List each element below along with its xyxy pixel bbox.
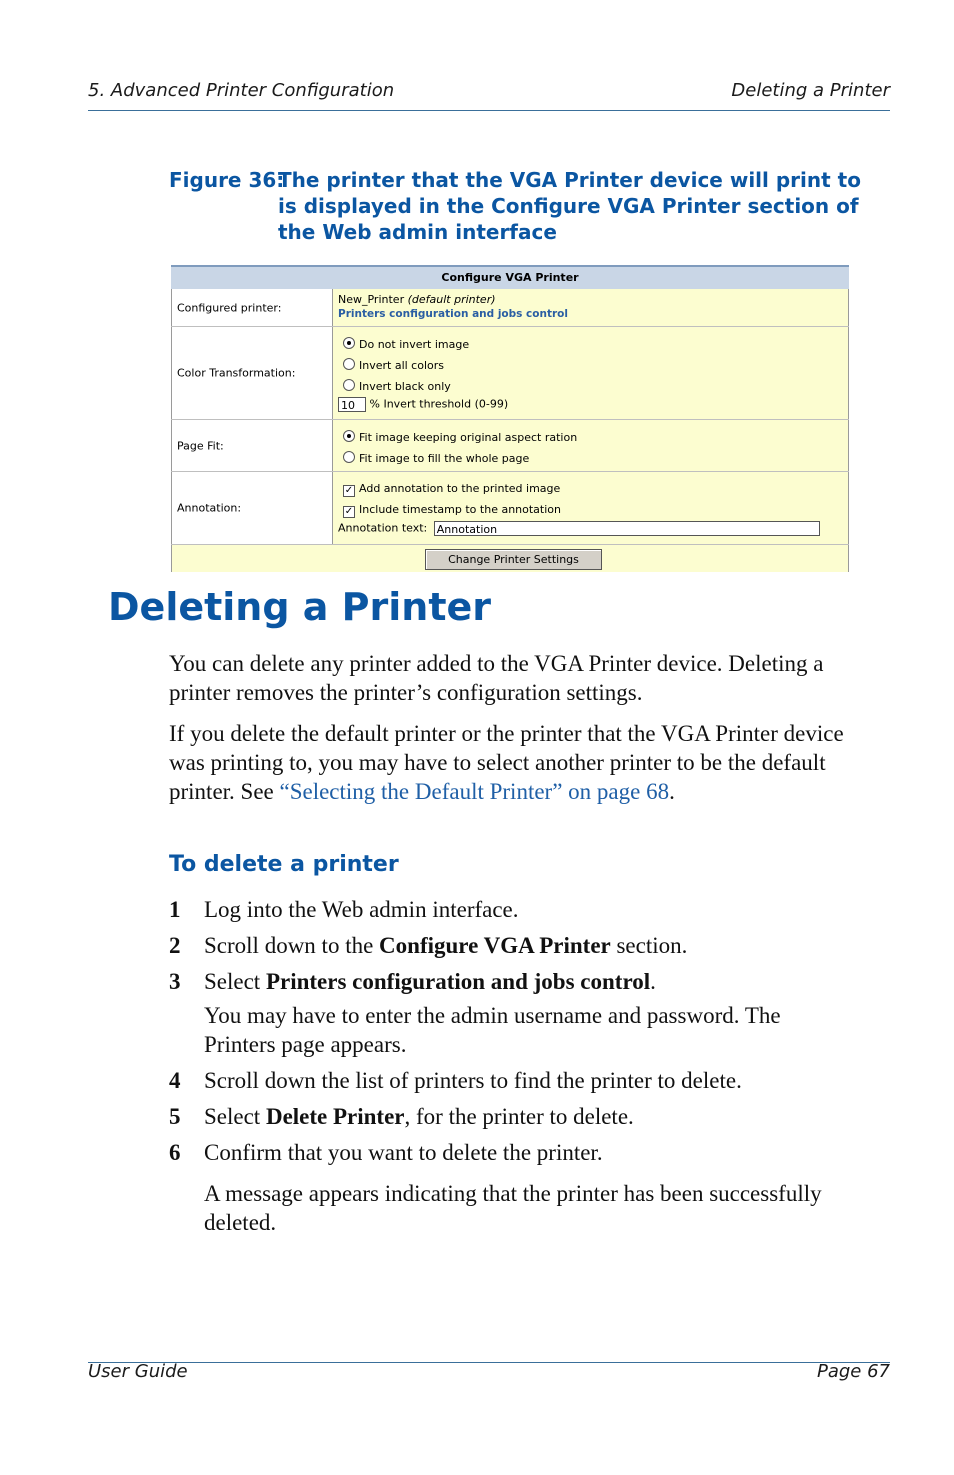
step-text: Confirm that you want to delete the printer.	[204, 1140, 603, 1165]
procedure-title: To delete a printer	[169, 852, 399, 877]
radio-invert-all[interactable]	[343, 358, 355, 370]
option-fit-aspect: Fit image keeping original aspect ration	[359, 431, 578, 444]
header-rule	[88, 110, 890, 111]
annotation-row	[171, 472, 849, 545]
step-number: 3	[169, 969, 181, 994]
step-number: 1	[169, 897, 181, 922]
color-transformation-label: Color Transformation:	[177, 366, 296, 380]
step-3-note: You may have to enter the admin username and password. The Printers page appears.	[204, 1003, 781, 1057]
running-header-chapter: 5. Advanced Printer Configuration	[88, 80, 395, 101]
figure-caption-text: The printer that the VGA Printer device will print to is displayed in the Configure VGA Printer section of the Web admin interface	[278, 168, 861, 244]
step-text: Scroll down to the Configure VGA Printer section.	[204, 933, 688, 958]
configured-printer-label: Configured printer:	[177, 301, 282, 314]
running-header-section: Deleting a Printer	[731, 80, 890, 101]
section-title: Deleting a Printer	[108, 585, 492, 629]
step-bold-term: Printers configuration and jobs control	[265, 969, 651, 994]
step-bold-term: Delete Printer	[265, 1104, 405, 1129]
color-transformation-row	[171, 327, 849, 420]
figure-label: Figure 36:	[169, 168, 285, 192]
checkbox-include-timestamp[interactable]: ✓	[344, 506, 354, 517]
configured-printer-name: New_Printer	[338, 293, 405, 306]
threshold-label: % Invert threshold (0-99)	[369, 397, 509, 411]
paragraph-default-printer	[169, 719, 859, 806]
step-text: Select Printers configuration and jobs control.	[204, 969, 656, 994]
submit-row	[171, 545, 849, 572]
paragraph-default-printer-end: .	[669, 779, 675, 804]
paragraph-intro: You can delete any printer added to the VGA Printer device. Deleting a printer removes the printer’s configuration settings.	[169, 651, 824, 705]
option-invert-black: Invert black only	[359, 380, 451, 393]
footer-page-number: Page 67	[816, 1361, 890, 1382]
step-text: Scroll down the list of printers to find the printer to delete.	[204, 1068, 742, 1093]
threshold-input[interactable]: 10	[338, 397, 366, 412]
footer-rule	[88, 1362, 890, 1363]
option-do-not-invert: Do not invert image	[359, 338, 470, 351]
radio-fit-aspect[interactable]	[343, 430, 355, 442]
configure-panel-title: Configure VGA Printer	[171, 265, 849, 289]
change-printer-settings-button[interactable]: Change Printer Settings	[425, 549, 602, 570]
radio-fit-whole-page[interactable]	[343, 451, 355, 463]
step-bold-term: Configure VGA Printer	[379, 933, 611, 958]
step-number: 6	[169, 1140, 181, 1165]
footer-doc-title: User Guide	[88, 1361, 188, 1382]
printers-config-link[interactable]: Printers configuration and jobs control	[338, 308, 568, 320]
step-number: 2	[169, 933, 181, 958]
configured-printer-row	[171, 289, 849, 327]
checkbox-include-timestamp-label: Include timestamp to the annotation	[359, 503, 561, 516]
configure-vga-printer-screenshot	[171, 265, 849, 572]
page-fit-label: Page Fit:	[177, 439, 224, 452]
step-6-note: A message appears indicating that the printer has been successfully deleted.	[204, 1181, 822, 1235]
radio-do-not-invert[interactable]	[343, 337, 355, 349]
default-printer-note: (default printer)	[407, 293, 496, 306]
step-text: Log into the Web admin interface.	[204, 897, 519, 922]
option-fit-whole-page: Fit image to fill the whole page	[359, 452, 530, 465]
annotation-label: Annotation:	[177, 501, 242, 515]
option-invert-all: Invert all colors	[359, 359, 444, 372]
cross-reference-link[interactable]: “Selecting the Default Printer” on page 68	[279, 779, 670, 804]
annotation-text-input[interactable]: Annotation	[434, 521, 820, 536]
annotation-text-label: Annotation text:	[338, 521, 428, 535]
step-number: 4	[169, 1068, 181, 1093]
page-fit-row	[171, 420, 849, 472]
checkbox-add-annotation-label: Add annotation to the printed image	[359, 482, 561, 495]
paragraph-default-printer-text: If you delete the default printer or the printer that the VGA Printer device was printing to, you may have to select another printer to be the default printer. See	[169, 721, 844, 804]
step-text: Select Delete Printer, for the printer to delete.	[204, 1104, 634, 1129]
radio-invert-black[interactable]	[343, 379, 355, 391]
checkbox-add-annotation[interactable]: ✓	[344, 485, 354, 496]
step-number: 5	[169, 1104, 181, 1129]
